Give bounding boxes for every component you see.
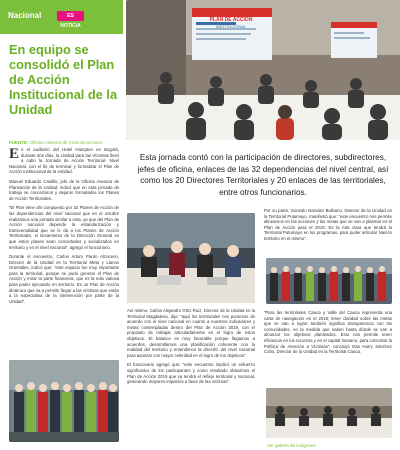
pull-quote: Esta jornada contó con la participación de directores, subdirectores, jefes de oficina, enlaces de las 32 dependencias del nivel central, así como los 20 Directores Territoriales y 20 enlaces de las territoriales, entre otros funcionarios. [137,153,389,197]
article-column-3b [264,310,392,359]
col2-paragraph-2: El funcionario agregó que: “este encuentro implicó un esfuerzo significativo de los participantes y como resultado obtuvimos el Plan de Acción 2019 que va tendrá el reflejo territorial y nacional, generando mayores impactos a favor de las víctimas”. [127,362,255,385]
article-column-1 [9,147,119,308]
hero-slide-title: PLAN DE ACCIÓN [209,17,253,23]
hero-slide-subtitle: INSTITUCIONAL [215,24,247,29]
meeting-photo [127,213,255,303]
group-photo-left [9,360,119,442]
col3-paragraph-1: Por su parte, Gonzalo Narváez Burbano, Director de la Unidad en la Territorial Putumayo, manifestó que: “este encuentro nos permite alinearnos en las acciones y las metas que se van a plasmar en el Plan de Acción para el 2019. Es la ruta clara que tendrá la Territorial Putumayo en los programas, para poder articular Nación territorio en el mismo”. [264,208,392,241]
col3-paragraph-2: “Para las territoriales Cauca y Valle del Cauca representa una carta de navegación en el 2019; tener claridad sobre las metas que se van a lograr también significa transparencia con las comunidades, en la medida que saben hasta dónde se van a alcanzar los objetivos planteados. Esto nos permite tener eficiencia en los recursos y en el capital humano, para concretar la Política de Atención a Víctimas”, concluyó Dan Harry Sánchez Cobo, Director de la Unidad en la Territorial Cauca. [264,310,392,355]
group-photo-right [266,258,392,304]
drop-cap: E [9,146,20,162]
col1-paragraph-1: n el auditorio del Hotel Hampton en Bogotá, durante dos días, la Unidad para las Víctimas llevó a cabo la Jornada de Acción Territorial- Nivel Nacional, con el fin de terminar y formalizar el Plan de Acción Institucional de la entidad. [9,147,119,175]
source-label: FUENTE: [9,140,29,145]
col2-paragraph-1: Así mismo, Carlos Alejandro Ortiz Ruiz, Director de la Unidad en la Territorial Magdalena, dijo: “aquí los territoriales nos ponemos de acuerdo con el nivel nacional en cuanto a nuestros indicadores y metas contempladas dentro del Plan de Acción 2019, con el propósito de trabajar articuladamente en el logro de estos objetivos. El balance es muy favorable porque llegamos a acuerdos, desarrollamos una planificación coherente con la realidad del territorio y entendimos la directriz del nivel nacional para avanzar con mayor celeridad en el logro de los objetivos”. [127,308,255,358]
col1-paragraph-4: Durante el encuentro, Carlos Arturo Pardo Alzuceno, Director de la Unidad en la Territorial Meta y Llanos Orientales, indicó que: “este espacio fue muy importante para la territorial, porque se pudo generar el Plan de Acción y mirar la parte financiera, que es la más valiosa para poder ejecutarlo en territorio. Es un Plan de Acción dinámico que va a permitir llegar a las víctimas que están a la expectativa de la intervención por parte de la Unidad”. [9,254,119,304]
audience-photo [266,388,392,438]
article-source [9,140,103,145]
gallery-link[interactable]: Ver galería de imágenes [267,443,316,448]
section-label: Nacional [8,11,42,20]
col1-paragraph-2: Manuel Eduardo Castillo, jefe de la Oficina Asesora de Planeación de la Unidad, indicó que en esta jornada de trabajo se concertaron y dejaron formulados los Planes de Acción Territoriales. [9,178,119,201]
article-column-3 [264,208,392,246]
source-value: Oficina Asesora de Comunicaciones. [29,140,104,145]
article-column-2 [127,308,255,389]
col1-paragraph-3: “El Plan tiene ahí compuesto por 32 Planes de Acción de las dependencias del nivel nacional que en el octubre realizamos una jornada similar a esta, ya que del Plan de Acción nacional depende la estandarización y transversalidad que se le da a los Planes de Acción Territoriales, el lineamiento de la Dirección General es que estos planes sean concertados y socializados en territorio y en el nivel nacional”, agregó el funcionario. [9,205,119,250]
news-badge: ES NOTICIA [57,11,84,21]
article-headline: En equipo se consolidó el Plan de Acción Institucional de la Unidad [9,42,118,117]
